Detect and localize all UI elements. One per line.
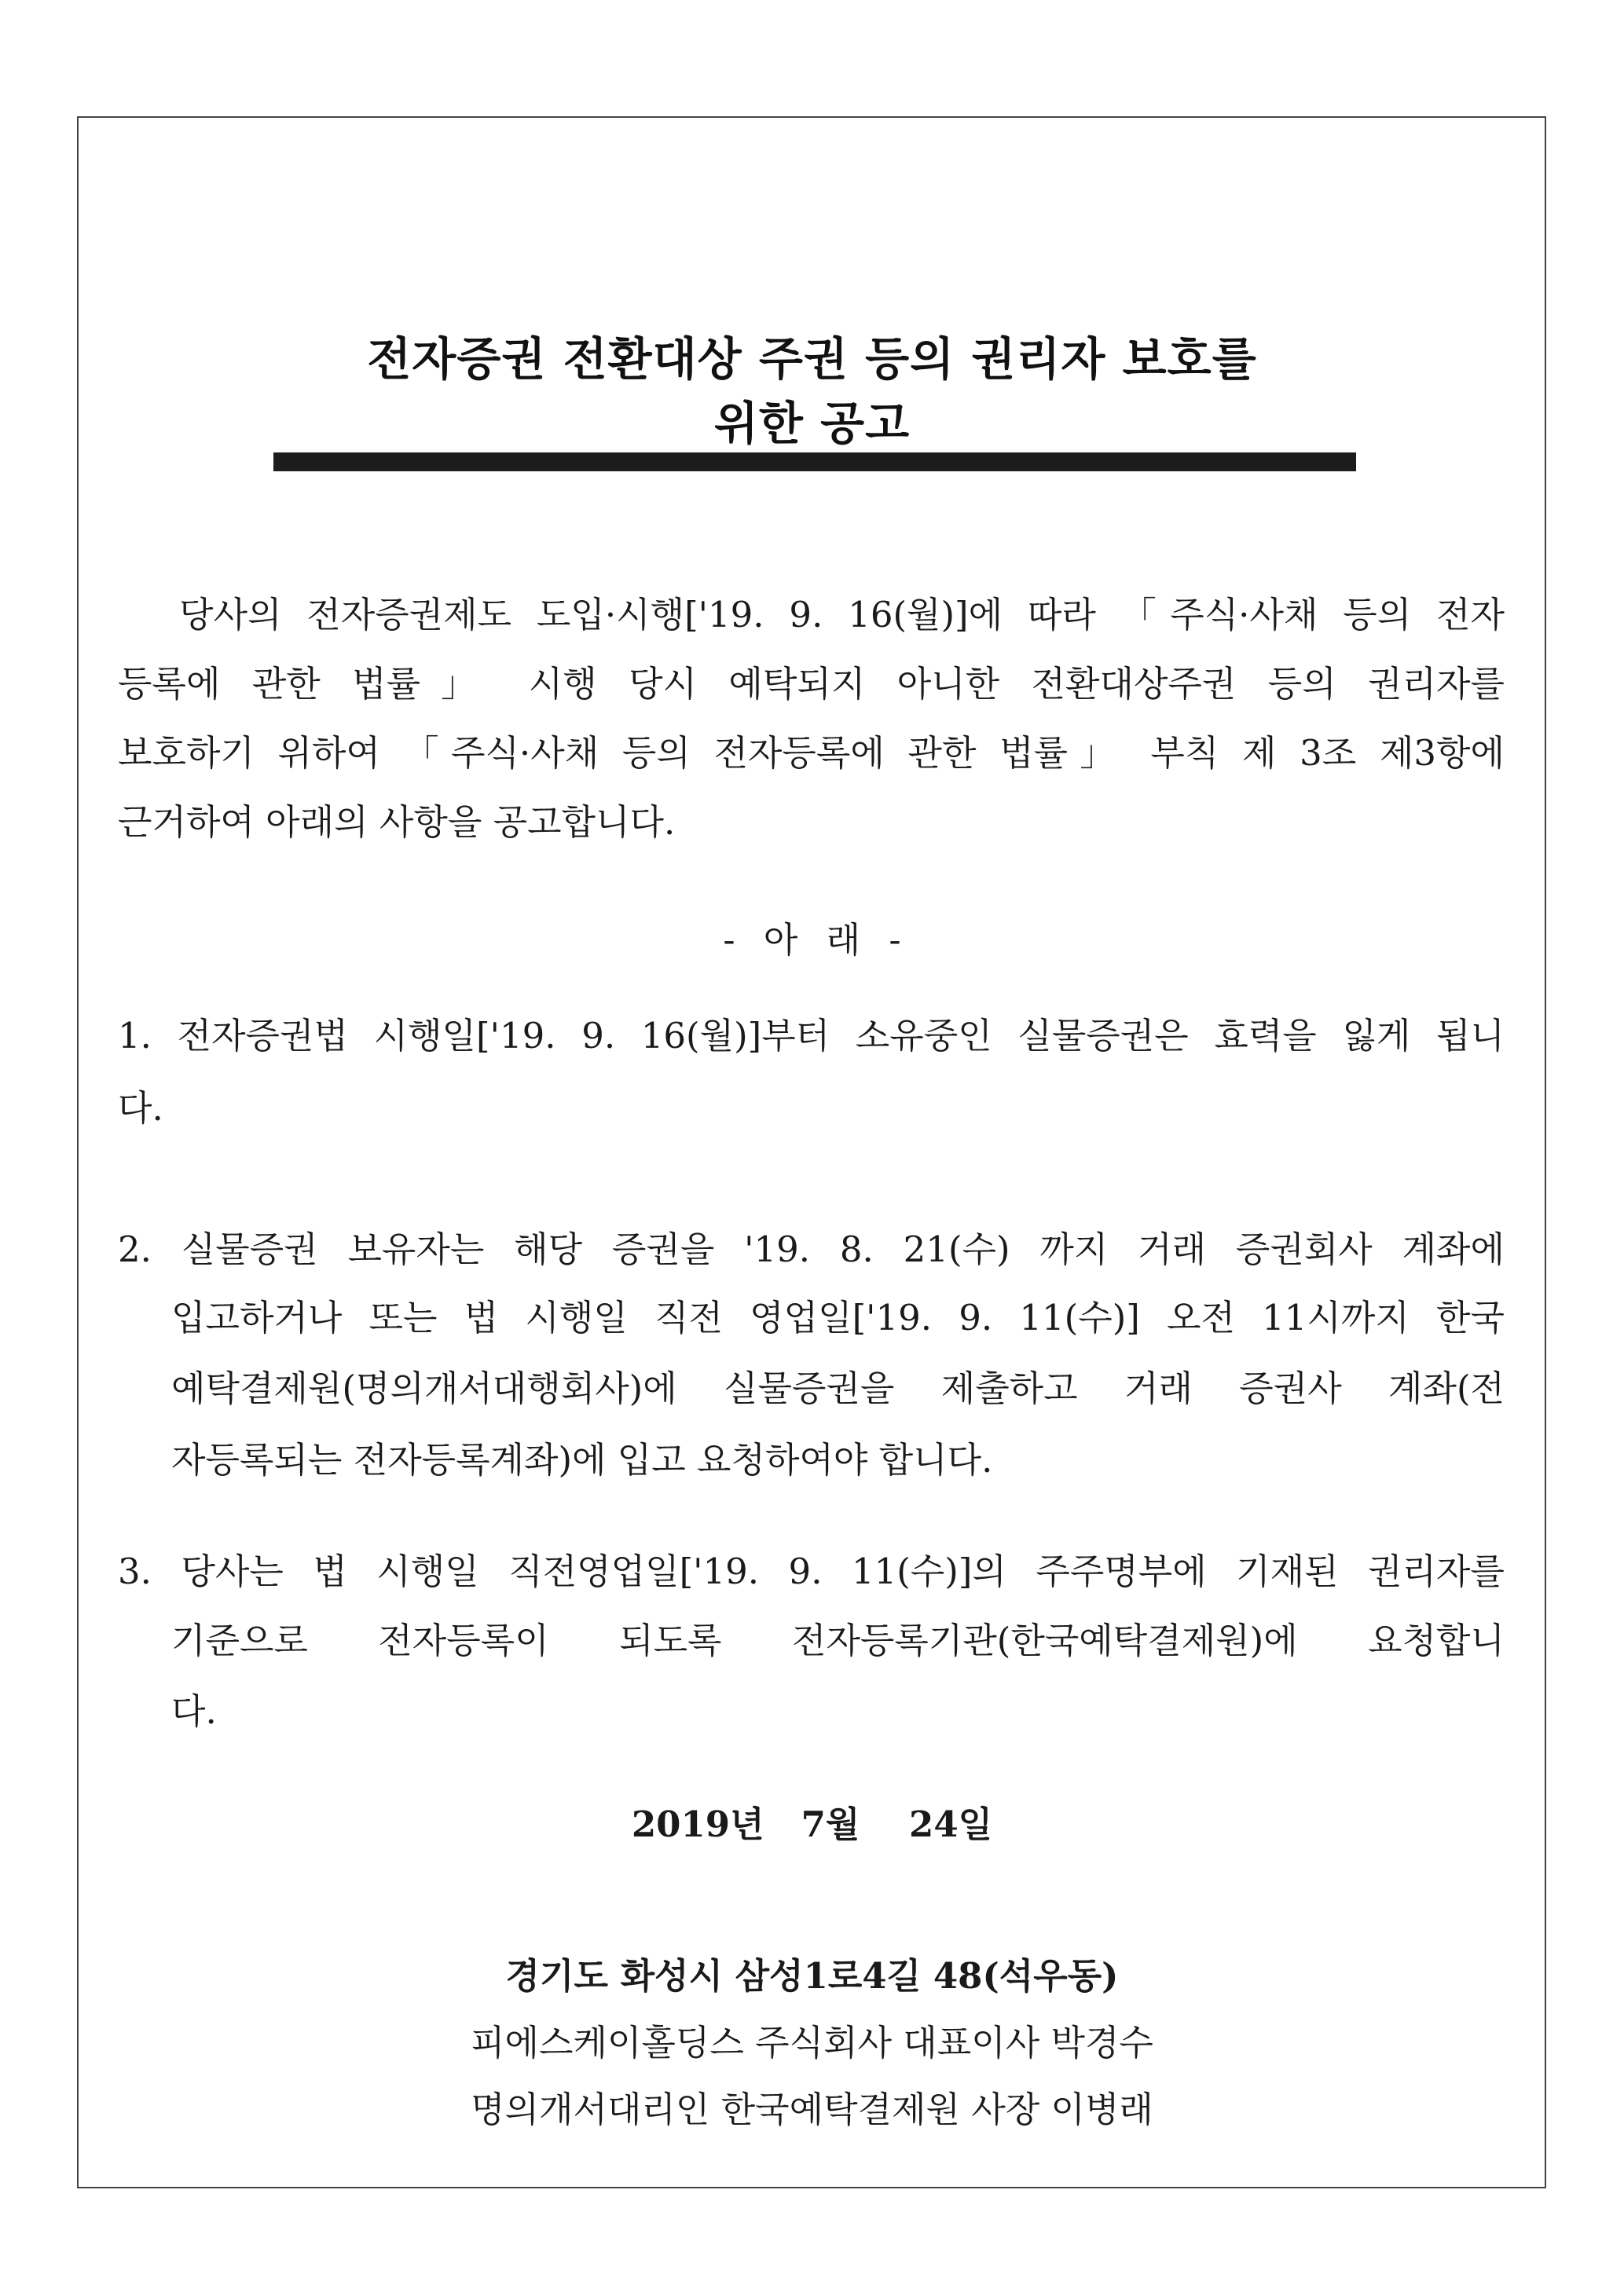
transfer-agent: 명의개서대리인 한국예탁결제원 사장 이병래 [471, 2089, 1153, 2130]
item-1-line-2: 다. [118, 1087, 163, 1129]
intro-line-4: 근거하여 아래의 사항을 공고합니다. [118, 801, 676, 843]
item-2-line-1: 2. 실물증권 보유자는 해당 증권을 '19. 8. 21(수) 까지 거래 증권회사 계좌에 [118, 1229, 1505, 1270]
item-2-line-4: 자등록되는 전자등록계좌)에 입고 요청하여야 합니다. [171, 1439, 993, 1481]
company-address: 경기도 화성시 삼성1로4길 48(석우동) [505, 1955, 1119, 1997]
item-3-line-1: 3. 당사는 법 시행일 직전영업일['19. 9. 11(수)]의 주주명부에 기재된 권리자를 [118, 1551, 1505, 1592]
item-2-line-3: 예탁결제원(명의개서대행회사)에 실물증권을 제출하고 거래 증권사 계좌(전 [171, 1368, 1505, 1409]
intro-line-2: 등록에 관한 법률」 시행 당시 예탁되지 아니한 전환대상주권 등의 권리자를 [118, 663, 1505, 705]
intro-line-1: 당사의 전자증권제도 도입·시행['19. 9. 16(월)]에 따라 「주식·사채 등의 전자 [179, 594, 1505, 635]
section-separator: - 아 래 - [723, 919, 901, 961]
company-representative: 피에스케이홀딩스 주식회사 대표이사 박경수 [471, 2022, 1153, 2063]
item-3-line-2: 기준으로 전자등록이 되도록 전자등록기관(한국예탁결제원)에 요청합니 [171, 1620, 1505, 1661]
notice-title-line-2: 위한 공고 [713, 397, 911, 450]
notice-title-line-1: 전자증권 전환대상 주권 등의 권리자 보호를 [367, 332, 1257, 386]
title-underline-bar [273, 452, 1356, 471]
intro-line-3: 보호하기 위하여 「주식·사채 등의 전자등록에 관한 법률」 부칙 제 3조 제3항에 [118, 732, 1505, 774]
item-3-line-3: 다. [171, 1690, 217, 1732]
item-2-line-2: 입고하거나 또는 법 시행일 직전 영업일['19. 9. 11(수)] 오전 11시까지 한국 [171, 1297, 1505, 1338]
item-1-line-1: 1. 전자증권법 시행일['19. 9. 16(월)]부터 소유중인 실물증권은 효력을 잃게 됩니 [118, 1015, 1505, 1056]
notice-date: 2019년 7월 24일 [631, 1803, 993, 1845]
